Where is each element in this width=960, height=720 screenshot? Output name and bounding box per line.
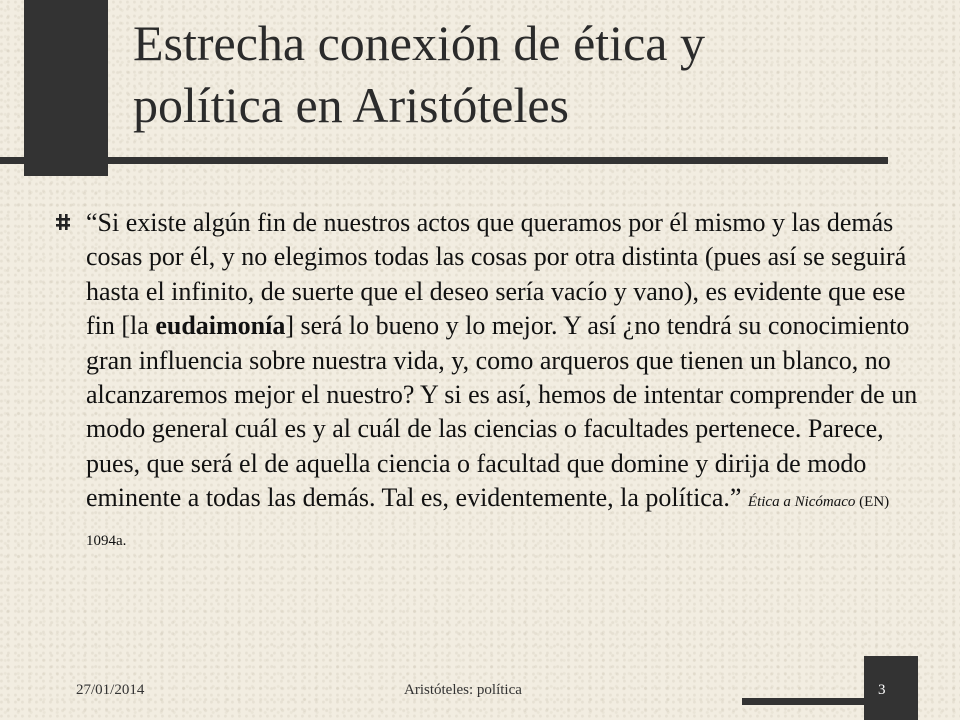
aristotle-quote: [86, 206, 925, 558]
slide-title: [133, 12, 933, 136]
footer-title: Aristóteles: política: [404, 682, 522, 698]
hash-bullet-icon: [55, 212, 71, 232]
citation-reference: (EN) 1094a.: [86, 494, 890, 549]
footer-date: 27/01/2014: [76, 682, 145, 698]
page-number: 3: [878, 682, 886, 698]
title-divider: [0, 157, 888, 164]
quote-text-before: “Si existe algún fin de nuestros actos que queramos por él mismo y las demás cosas por él, y no elegimos todas las cosas por otra distinta (pues así se seguirá hasta el infinito, de suerte que el deseo sería vacío y vano), es evidente que ese fin [la: [86, 208, 907, 341]
slide-body: [55, 206, 925, 558]
citation-work: Ética a Nicómaco: [747, 494, 856, 511]
quote-emphasis: eudaimonía: [155, 311, 286, 341]
quote-text-after: ] será lo bueno y lo mejor. Y así ¿no tendrá su conocimiento gran influencia sobre nuestra vida, y, como arqueros que tienen un blanco, no alcanzaremos mejor el nuestro? Y si es así, hemos de intentar comprender de un modo general cuál es y al cuál de las ciencias o facultades pertenece. Parece, pues, que será el de aquella ciencia o facultad que domine y dirija de modo eminente a todas las demás. Tal es, evidentemente, la política.”: [86, 311, 918, 513]
title-accent-bar: [24, 0, 108, 176]
slide-title-line-2: política en Aristóteles: [133, 77, 570, 133]
slide-title-line-1: Estrecha conexión de ética y: [133, 15, 705, 71]
page-number-box: [864, 656, 918, 720]
